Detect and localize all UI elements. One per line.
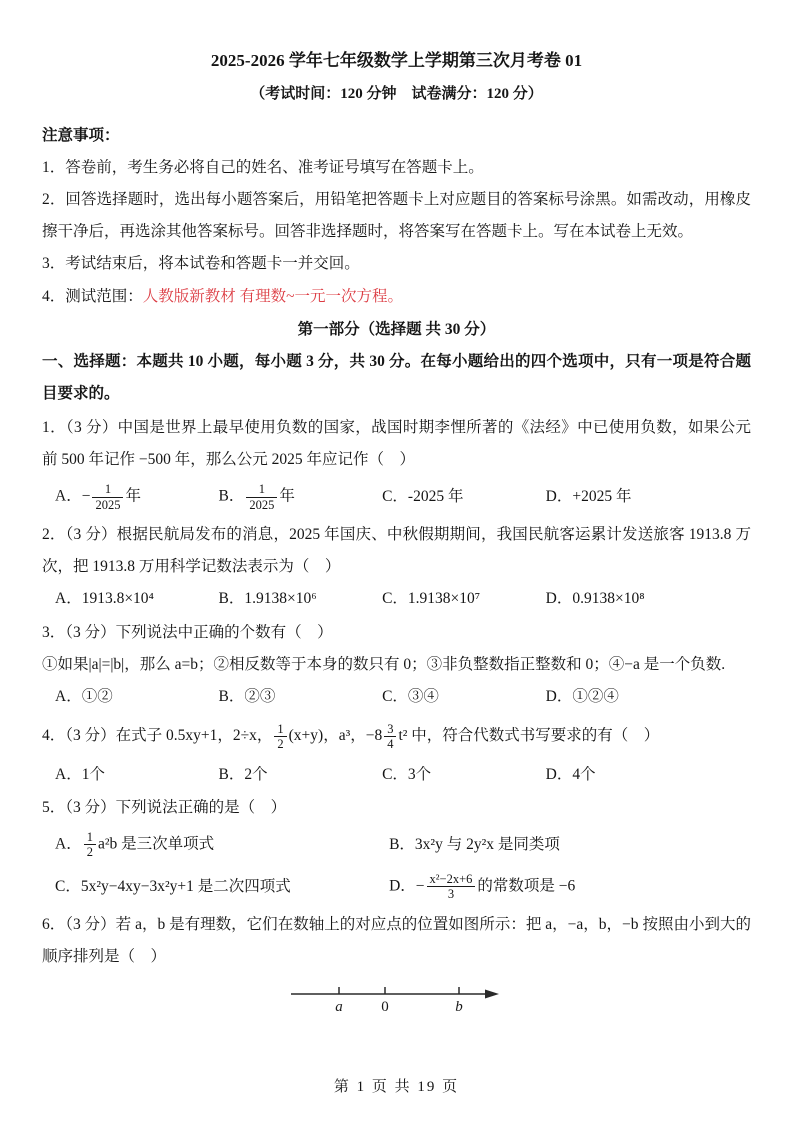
q2-option-b: B．1.9138×10⁶ <box>218 590 317 608</box>
q1-option-b: B． $\frac{1}{2025}$ 年 <box>218 482 295 512</box>
axis-label-zero: 0 <box>380 998 389 1015</box>
notice-item-2: 2．回答选择题时，选出每小题答案后，用铅笔把答题卡上对应题目的答案标号涂黑。如需改动，用橡皮擦干净后，再选涂其他答案标号。回答非选择题时，将答案写在答题卡上。写在本试卷上无效。 <box>42 190 751 241</box>
fraction: $\frac{3}{4}$ <box>384 722 396 752</box>
q3-option-b: B．②③ <box>218 688 276 706</box>
q4-option-c: C．3个 <box>382 765 432 783</box>
notice-item-4-prefix: 4．测试范围： <box>42 287 143 305</box>
q5-option-a: A． $\frac{1}{2}$ a²b 是三次单项式 <box>55 830 215 860</box>
fraction: $\frac{1}{2}$ <box>84 830 96 860</box>
q4-option-d: D．4个 <box>545 765 596 783</box>
question-3-statements: ①如果|a|=|b|，那么 a=b；②相反数等于本身的数只有 0；③非负整数指正整数和 0；④−a 是一个负数. <box>42 655 726 673</box>
question-3-stem: 3．（3 分）下列说法中正确的个数有（ ） <box>42 623 333 641</box>
question-1-stem: 1．（3 分）中国是世界上最早使用负数的国家，战国时期李悝所著的《法经》中已使用负数，如果公元前 500 年记作 −500 年，那么公元 2025 年应记作（ ） <box>42 418 751 468</box>
question-2 <box>42 519 751 616</box>
question-4 <box>42 714 751 790</box>
fraction: $\frac{1}{2}$ <box>274 722 286 752</box>
fraction: $\frac{1}{2025}$ <box>92 482 123 512</box>
q2-option-d: D．0.9138×10⁸ <box>545 590 645 608</box>
notice-item-1: 1．答卷前，考生务必将自己的姓名、准考证号填写在答题卡上。 <box>42 158 484 176</box>
q3-option-d: D．①②④ <box>545 688 619 706</box>
question-4-options <box>42 759 751 791</box>
q4-option-a: A．1个 <box>55 765 105 783</box>
notice-item-4 <box>42 281 751 313</box>
question-5-options-row-2 <box>42 866 751 908</box>
question-2-stem: 2．（3 分）根据民航局发布的消息，2025 年国庆、中秋假期期间，我国民航客运累计发送旅客 1913.8 万次，把 1913.8 万用科学记数法表示为（ ） <box>42 525 751 576</box>
q5-option-d: D．− $\frac{\text{x²−2x+6}}{3}$ 的常数项是 −6 <box>389 871 576 902</box>
notice-heading: 注意事项： <box>42 126 120 144</box>
axis-label-a: a <box>334 998 343 1015</box>
number-line-svg <box>287 981 507 1017</box>
fraction: $\frac{1}{2025}$ <box>246 482 277 512</box>
section1-intro: 一、选择题：本题共 10 小题，每小题 3 分，共 30 分。在每小题给出的四个选项中，只有一项是符合题目要求的。 <box>42 353 751 403</box>
q2-option-c: C．1.9138×10⁷ <box>382 590 481 608</box>
q5-option-b: B．3x²y 与 2y²x 是同类项 <box>389 836 560 854</box>
page-number: 第 1 页 共 19 页 <box>333 1079 460 1095</box>
question-5 <box>42 792 751 908</box>
test-scope-text: 人教版新教材 有理数~一元一次方程。 <box>142 287 404 305</box>
fraction: $\frac{\text{x²−2x+6}}{3}$ <box>427 872 476 902</box>
q1-option-c: C．-2025 年 <box>382 488 464 506</box>
question-2-options <box>42 583 751 615</box>
question-6 <box>42 909 751 1022</box>
q3-option-c: C．③④ <box>382 688 439 706</box>
arrow-right-icon <box>485 989 499 998</box>
notice-section <box>42 120 751 313</box>
question-3 <box>42 617 751 714</box>
q4-option-b: B．2个 <box>218 765 268 783</box>
q1-option-a: A．− $\frac{1}{2025}$ 年 <box>55 482 141 512</box>
number-line-figure <box>42 981 751 1022</box>
exam-meta: （考试时间：120 分钟 试卷满分：120 分） <box>250 85 543 102</box>
q5-option-c: C．5x²y−4xy−3x²y+1 是二次四项式 <box>55 877 291 895</box>
page-title: 2025-2026 学年七年级数学上学期第三次月考卷 01 <box>210 51 583 70</box>
q1-option-d: D．+2025 年 <box>545 488 632 506</box>
question-1 <box>42 412 751 518</box>
question-5-options-row-1 <box>42 824 751 866</box>
question-6-stem: 6．（3 分）若 a，b 是有理数，它们在数轴上的对应点的位置如图所示：把 a，−a，b，−b 按照由小到大的顺序排列是（ ） <box>42 915 751 965</box>
axis-label-b: b <box>454 998 463 1015</box>
question-4-stem: 4．（3 分）在式子 0.5xy+1，2÷x， $\frac{1}{2}$ (x+y)，a³，−8 $\frac{3}{4}$ t² 中，符合代数式书写要求的有（ ） <box>42 721 660 752</box>
question-1-options <box>42 476 751 518</box>
section1-heading: 第一部分（选择题 共 30 分） <box>297 320 496 338</box>
q3-option-a: A．①② <box>55 688 113 706</box>
question-3-options <box>42 681 751 713</box>
notice-item-3: 3．考试结束后，将本试卷和答题卡一并交回。 <box>42 255 360 273</box>
q2-option-a: A．1913.8×10⁴ <box>55 590 154 608</box>
question-5-stem: 5．（3 分）下列说法正确的是（ ） <box>42 798 287 816</box>
